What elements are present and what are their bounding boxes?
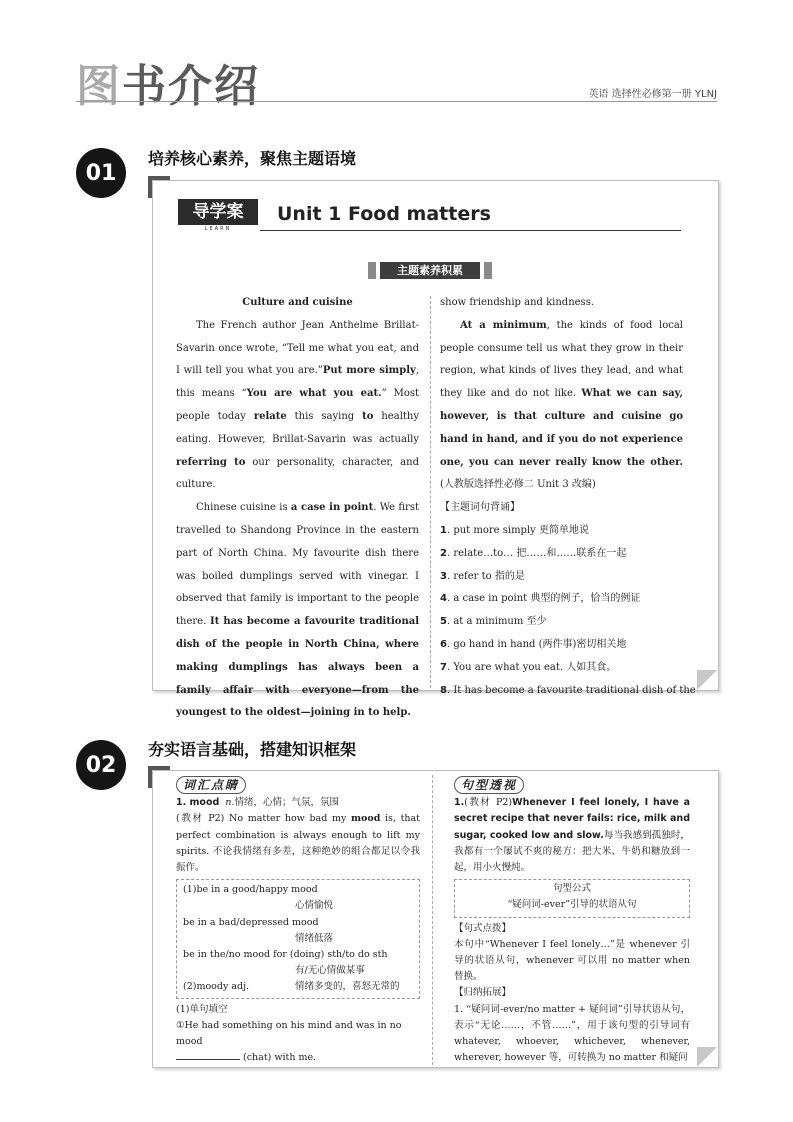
header-divider	[76, 101, 717, 102]
collocation-row: 情绪低落	[295, 932, 334, 944]
phrase-item: 6. go hand in hand (两件事)密切相关地	[440, 638, 627, 650]
passage-paragraph-2: Chinese cuisine is a case in point. We first travelled to Shandong Province in the eastern part of North China. My favourite dish there was boiled dumplings served with vinegar. I observed that family is important to the people there. It has become a favourite traditional dish of the people in North China, where making dumplings has always been a family affair with everyone—from the youngest to the oldest—joining in to help.	[176, 502, 419, 719]
collocation-row: (1)be in a good/happy mood	[183, 884, 318, 896]
header-logo: 图书介绍	[76, 61, 260, 112]
passage-paragraph-1: The French author Jean Anthelme Brillat-Savarin once wrote, “Tell me what you eat, and I will tell you what you are.”Put more simply, this means “You are what you eat.” Most people today relate this saying to healthy eating. However, Brillat-Savarin was actually referring to our personality, character, and culture.	[176, 319, 419, 491]
section-title-01: 培养核心素养，聚焦主题语境	[148, 149, 357, 168]
phrase-item: 1. put more simply 更简单地说	[440, 524, 589, 536]
phrase-item: 7. You are what you eat. 人如其食。	[440, 661, 617, 673]
formula-text: “疑问词-ever”引导的状语从句	[507, 899, 637, 911]
formula-title: 句型公式	[552, 883, 591, 895]
formula-box	[454, 879, 690, 917]
exercise-item: ①He had something on his mind and was in no mood	[176, 1019, 402, 1048]
phrases-heading: 【主题词句背诵】	[440, 502, 520, 514]
point-heading: 【句式点拨】	[454, 922, 512, 934]
vocab-example: (教材 P2) No matter how bad my mood is, that perfect combination is always enough to lift my spirits. 不论我情绪有多差，这种绝妙的组合都足以令我振作。	[176, 813, 420, 874]
vocab-tag: 词汇点睛	[176, 776, 246, 794]
theme-banner: 主题素养积累	[380, 262, 480, 279]
collocation-row: 心情愉悦	[295, 900, 334, 912]
exercise-item-cont: (chat) with me.	[176, 1050, 420, 1066]
collocation-row: 有/无心情做某事	[295, 965, 365, 977]
collocation-row: be in a bad/depressed mood	[183, 916, 319, 928]
phrase-item: 5. at a minimum 至少	[440, 616, 547, 628]
page-fold-corner	[697, 1047, 717, 1067]
exercise-title: (1)单句填空	[176, 1003, 228, 1015]
phrase-item: 2. relate…to… 把……和……联系在一起	[440, 547, 627, 559]
header-subtitle: 英语 选择性必修第一册 YLNJ	[588, 89, 717, 100]
point-text: 本句中“Whenever I feel lonely…”是 whenever 引导的状语从句，whenever 可以用 no matter when 替换。	[454, 938, 690, 983]
vocab-column	[176, 776, 420, 1066]
vocab-entry: 1. mood n.情绪，心情；气氛，氛围	[176, 797, 339, 809]
passage-right-column	[440, 292, 696, 702]
passage-title: Culture and cuisine	[242, 297, 353, 308]
phrase-item: 8. It has become a favourite traditional dish of the	[440, 684, 696, 696]
page-fold-corner	[697, 670, 717, 690]
section-badge-01: 01	[76, 148, 126, 198]
sentence-tag: 句型透视	[454, 776, 524, 794]
sentence-column	[454, 776, 690, 1066]
section-badge-02: 02	[76, 740, 126, 790]
passage-continuation: show friendship and kindness.	[440, 297, 595, 308]
expand-heading: 【归纳拓展】	[454, 987, 512, 999]
phrases-list	[440, 520, 696, 702]
collocation-row: (2)moody adj. 情绪多变的，喜怒无常的	[183, 981, 400, 993]
unit-title-rule	[260, 230, 681, 231]
learn-tag-small: LEARN	[204, 226, 232, 232]
expand-text: 1. “疑问词-ever/no matter + 疑问词”引导状语从句，表示“无论……，不管……”，用于该句型的引导词有 whatever, whoever, whichever, whenever, wherever, however 等，可转换为 no matter 和疑问	[454, 1003, 690, 1064]
panel-corner-bracket	[148, 766, 170, 788]
sentence-example: 1.(教材 P2)Whenever I feel lonely, I have a secret recipe that never fails: rice, milk and sugar, cooked low and slow.每当我感到孤独时，我都有一个屡试不爽的秘方：把大米、牛奶和糖放到一起，用小火慢炖。	[454, 797, 690, 874]
unit-title: Unit 1 Food matters	[277, 203, 491, 225]
panel-corner-bracket	[148, 176, 170, 198]
passage-paragraph-3: At a minimum, the kinds of food local people consume tell us what they grow in their region, what kinds of lives they lead, and what they like and do not like. What we can say, however, is that culture and cuisine go hand in hand, and if you do not experience one, you can never really know the other.(人教版选择性必修二 Unit 3 改编)	[440, 319, 683, 491]
phrase-item: 3. refer to 指的是	[440, 570, 525, 582]
column-divider	[432, 775, 433, 1065]
phrase-item: 4. a case in point 典型的例子，恰当的例证	[440, 593, 641, 605]
collocation-row: be in the/no mood for (doing) sth/to do sth	[183, 949, 388, 961]
answer-blank[interactable]	[176, 1050, 240, 1060]
learn-tag: 导学案	[178, 199, 258, 225]
column-divider	[430, 296, 431, 688]
passage-left-column	[176, 292, 419, 725]
section-title-02: 夯实语言基础，搭建知识框架	[148, 740, 357, 759]
vocab-collocation-box	[176, 879, 420, 998]
